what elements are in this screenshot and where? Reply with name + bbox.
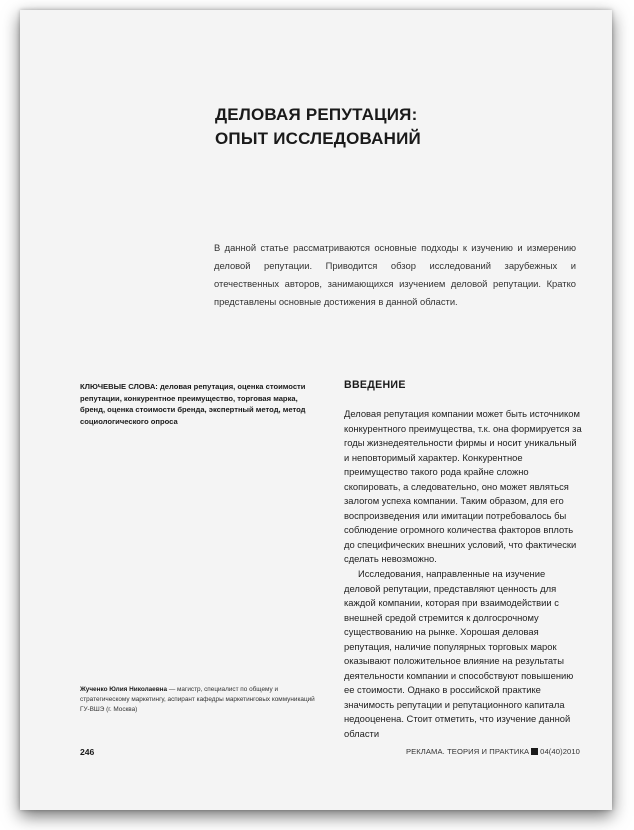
author-note [80,685,320,715]
author-name: Жученко Юлия Николаевна [80,686,168,693]
article-title [215,103,421,151]
running-footer [406,747,580,756]
journal-name: РЕКЛАМА. ТЕОРИЯ И ПРАКТИКА [405,747,530,756]
article-abstract: В данной статье рассматриваются основные подходы к изучению и измерению деловой репутации. Приводится обзор исследований зарубежных и отечественных авторов, занимающихся изучением деловой репутации. Кратко представлены основные достижения в данной области. [214,242,576,307]
body-text-column [344,407,584,742]
body-paragraph-2: Исследования, направленные на изучение деловой репутации, представляют ценность для каждой компании, которая при взаимодействии с внешней средой стремится к долгосрочному существованию на рынке. Хорошая деловая репутация, наличие популярных торговых марок оказывают положительное влияние на результаты деятельности компании и способствуют повышению ее стоимости. Однако в российской практике значимость репутации и репутационного капитала недооценена. Стоит отметить, что изучение данной области [344,568,574,740]
square-separator-icon [531,748,538,755]
article-title-line-2: ОПЫТ ИССЛЕДОВАНИЙ [215,129,421,148]
page-number: 246 [80,747,95,757]
body-paragraph-1: Деловая репутация компании может быть источником конкурентного преимущества, т.к. она формируется за годы жизнедеятельности фирмы и носит уникальный и неповторимый характер. Конкурентное преимущество такого рода крайне сложно скопировать, а следовательно, оно может являться залогом успеха компании. Таким образом, для его воспроизведения или имитации потребовалось бы соблюдение огромного количества факторов вплоть до специфических внешних условий, что фактически сделать невозможно. [344,408,582,565]
journal-issue: 04(40)2010 [540,747,580,756]
keywords-block: КЛЮЧЕВЫЕ СЛОВА: деловая репутация, оценка стоимости репутации, конкурентное преимущество, торговая марка, бренд, оценка стоимости бренда, экспертный метод, метод социологического опроса [80,382,306,426]
section-heading: ВВЕДЕНИЕ [344,379,406,391]
journal-page [20,10,612,810]
article-title-line-1: ДЕЛОВАЯ РЕПУТАЦИЯ: [215,105,418,124]
author-description: — магистр, специалист по общему и стратегическому маркетингу, аспирант кафедры маркетинговых коммуникаций ГУ-ВШЭ (г. Москва) [80,686,315,713]
